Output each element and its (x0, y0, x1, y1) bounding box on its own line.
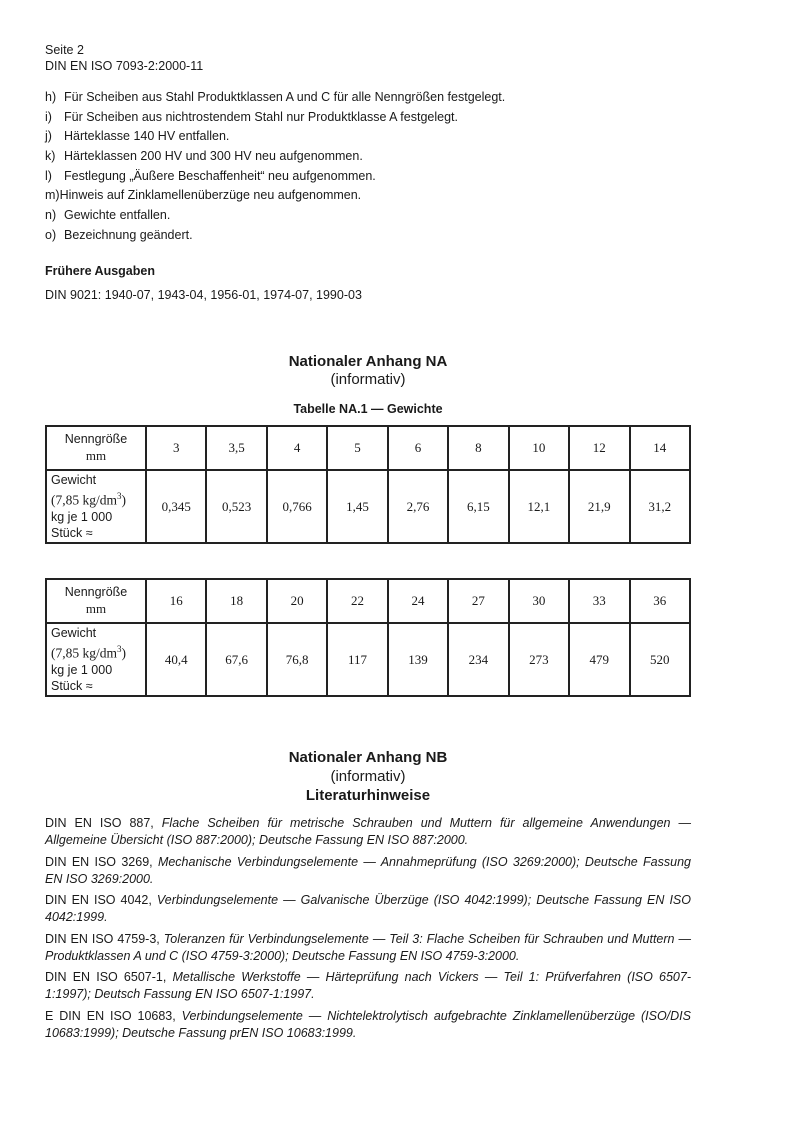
weight-cell: 0,523 (206, 470, 266, 543)
size-cell: 14 (630, 426, 691, 470)
weight-cell: 76,8 (267, 623, 327, 696)
table-header-row (46, 579, 690, 623)
previous-editions-text: DIN 9021: 1940-07, 1943-04, 1956-01, 1974-07, 1990-03 (45, 288, 362, 302)
list-item: h) Für Scheiben aus Stahl Produktklassen A und C für alle Nenngrößen festgelegt. (45, 90, 506, 104)
size-cell: 20 (267, 579, 327, 623)
nominal-size-header: Nenngröße mm (46, 579, 146, 623)
list-item: m)Hinweis auf Zinklamellenüberzüge neu aufgenommen. (45, 188, 362, 203)
weight-cell: 21,9 (569, 470, 629, 543)
size-cell: 12 (569, 426, 629, 470)
size-cell: 27 (448, 579, 508, 623)
weight-cell: 1,45 (327, 470, 387, 543)
size-cell: 5 (327, 426, 387, 470)
weight-header: Gewicht (7,85 $kg/dm^3$) kg je 1 000 Stück ≈ (46, 470, 146, 543)
weight-cell: 520 (630, 623, 691, 696)
weight-cell: 6,15 (448, 470, 508, 543)
annex-nb-title: Nationaler Anhang NB (288, 749, 448, 766)
reference-item: E DIN EN ISO 10683, Verbindungselemente — Nichtelektrolytisch aufgebrachte Zinklamellenüberzüge (ISO/DIS 10683:1999); Deutsche Fassung prEN ISO 10683:1999. (45, 1008, 691, 1040)
list-item: i) Für Scheiben aus nichtrostendem Stahl nur Produktklasse A festgelegt. (45, 109, 458, 124)
weight-cell: 31,2 (630, 470, 691, 543)
weight-cell: 139 (388, 623, 448, 696)
table-row (46, 470, 690, 543)
annex-na-title: Nationaler Anhang NA (288, 353, 448, 370)
list-item: n) Gewichte entfallen. (45, 208, 171, 223)
size-cell: 22 (327, 579, 387, 623)
page-number: Seite 2 (45, 43, 84, 57)
size-cell: 6 (388, 426, 448, 470)
weight-cell: 479 (569, 623, 629, 696)
size-cell: 30 (509, 579, 569, 623)
size-cell: 8 (448, 426, 508, 470)
reference-item: DIN EN ISO 4042, Verbindungselemente — Galvanische Überzüge (ISO 4042:1999); Deutsche Fassung EN ISO 4042:1999. (45, 893, 691, 924)
weight-cell: 234 (448, 623, 508, 696)
document-id: DIN EN ISO 7093-2:2000-11 (45, 59, 204, 73)
list-item: l) Festlegung „Äußere Beschaffenheit“ neu aufgenommen. (45, 168, 376, 183)
annex-nb-subtitle: (informativ) (330, 768, 406, 785)
size-cell: 24 (388, 579, 448, 623)
reference-item: DIN EN ISO 887, Flache Scheiben für metrische Schrauben und Muttern für allgemeine Anwendungen — Allgemeine Übersicht (ISO 887:2000); Deutsche Fassung EN ISO 887:2000. (45, 816, 691, 847)
bibliography-heading: Literaturhinweise (305, 787, 431, 804)
change-list (45, 88, 705, 246)
weight-cell: 0,345 (146, 470, 206, 543)
weights-table-2 (45, 578, 691, 697)
weight-cell: 0,766 (267, 470, 327, 543)
annex-na-subtitle: (informativ) (330, 371, 406, 388)
bibliography-list (45, 815, 691, 1046)
size-cell: 18 (206, 579, 266, 623)
weight-cell: 67,6 (206, 623, 266, 696)
size-cell: 33 (569, 579, 629, 623)
list-item: j) Härteklasse 140 HV entfallen. (45, 129, 230, 144)
table-row (46, 623, 690, 696)
reference-item: DIN EN ISO 4759-3, Toleranzen für Verbindungselemente — Teil 3: Flache Scheiben für Schrauben und Muttern — Produktklassen A und C (ISO 4759-3:2000); Deutsche Fassung EN ISO 4759-3:2000. (45, 931, 691, 963)
nominal-size-header: Nenngröße mm (46, 426, 146, 470)
reference-item: DIN EN ISO 6507-1, Metallische Werkstoffe — Härteprüfung nach Vickers — Teil 1: Prüfverfahren (ISO 6507-1:1997); Deutsch Fassung EN ISO 6507-1:1997. (45, 970, 691, 1001)
previous-editions-heading: Frühere Ausgaben (45, 264, 155, 278)
weight-cell: 40,4 (146, 623, 206, 696)
reference-item: DIN EN ISO 3269, Mechanische Verbindungselemente — Annahmeprüfung (ISO 3269:2000); Deutsche Fassung EN ISO 3269:2000. (45, 854, 691, 886)
table-title: Tabelle NA.1 — Gewichte (293, 402, 443, 416)
table-header-row (46, 426, 690, 470)
weights-table-1 (45, 425, 691, 544)
weight-cell: 117 (327, 623, 387, 696)
list-item: o) Bezeichnung geändert. (45, 227, 193, 242)
weight-header: Gewicht (7,85 $kg/dm^3$) kg je 1 000 Stück ≈ (46, 623, 146, 696)
weight-cell: 12,1 (509, 470, 569, 543)
list-item: k) Härteklassen 200 HV und 300 HV neu aufgenommen. (45, 149, 363, 164)
size-cell: 36 (630, 579, 691, 623)
size-cell: 4 (267, 426, 327, 470)
size-cell: 3,5 (206, 426, 266, 470)
weight-cell: 273 (509, 623, 569, 696)
weight-cell: 2,76 (388, 470, 448, 543)
size-cell: 10 (509, 426, 569, 470)
size-cell: 3 (146, 426, 206, 470)
size-cell: 16 (146, 579, 206, 623)
